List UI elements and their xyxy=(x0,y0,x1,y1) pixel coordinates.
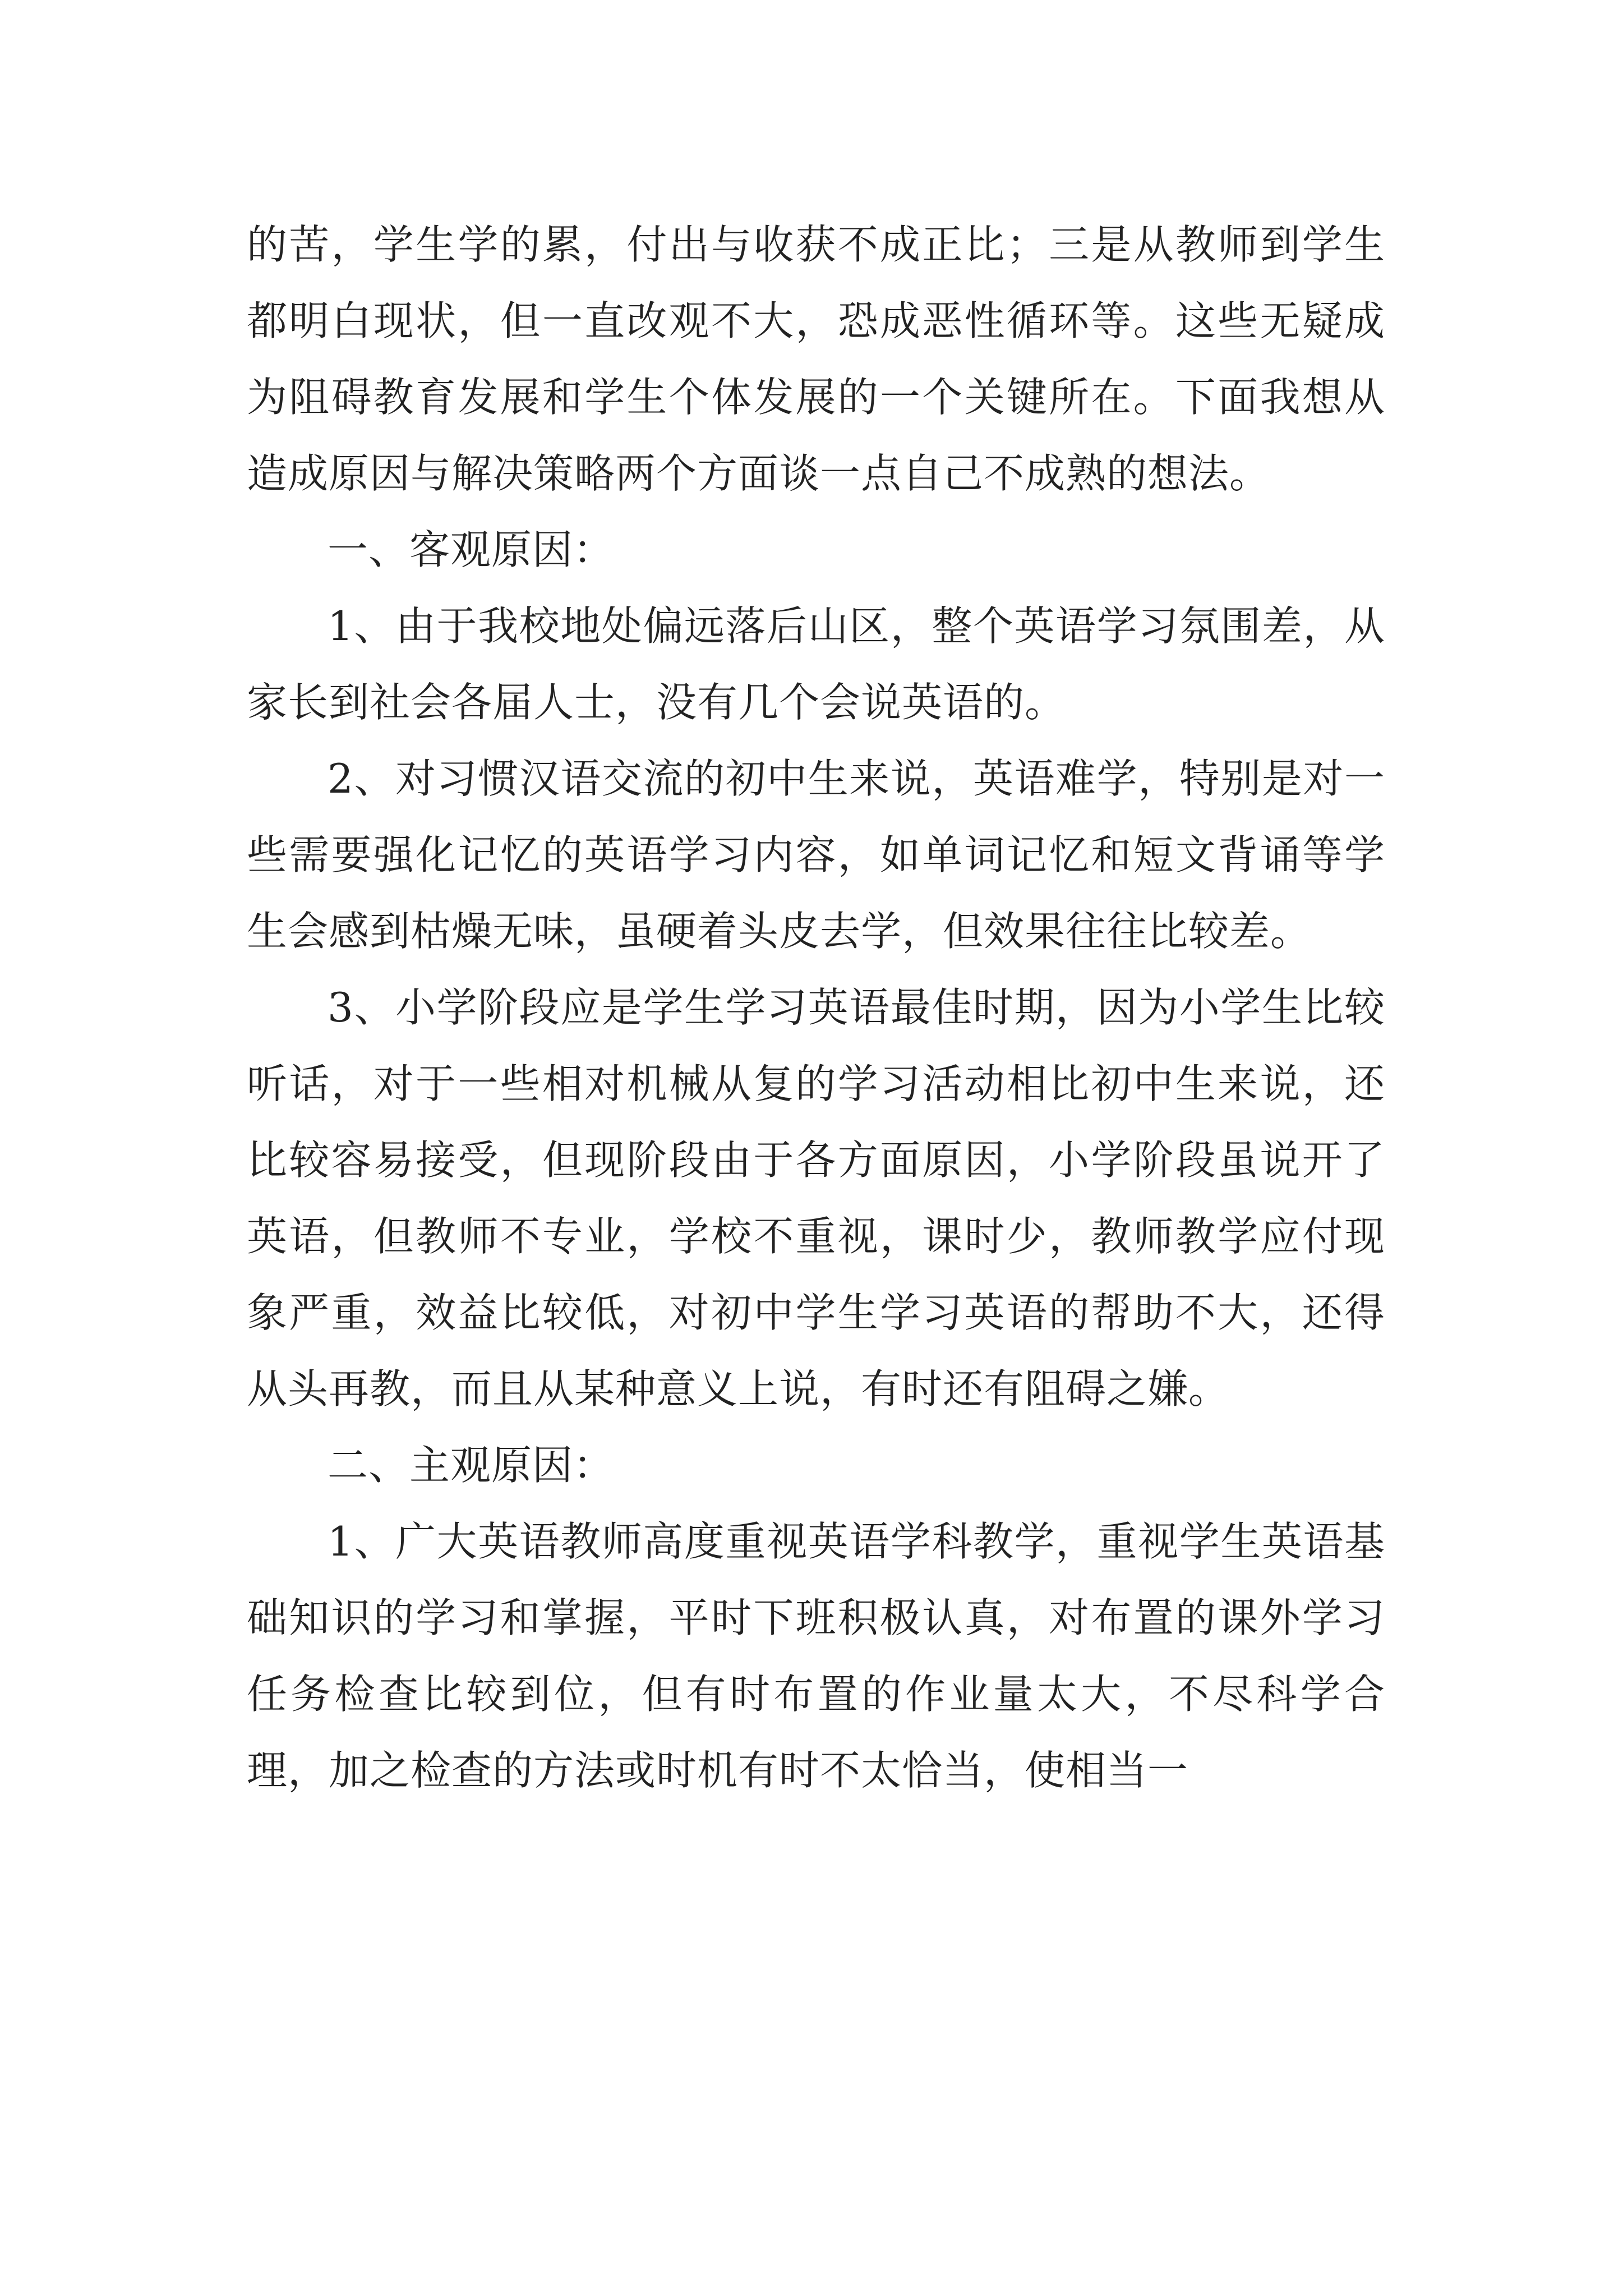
paragraph-subjective-1: 1、广大英语教师高度重视英语学科教学，重视学生英语基础知识的学习和掌握，平时下班积极认真，对布置的课外学习任务检查比较到位，但有时布置的作业量太大，不尽科学合理，加之检查的方法或时机有时不太恰当，使相当一 xyxy=(247,1518,1385,1794)
paragraph-continuation: 的苦，学生学的累，付出与收获不成正比；三是从教师到学生都明白现状，但一直改观不大，恐成恶性循环等。这些无疑成为阻碍教育发展和学生个体发展的一个关键所在。下面我想从造成原因与解决策略两个方面谈一点自己不成熟的想法。 xyxy=(247,221,1385,497)
paragraph-objective-1: 1、由于我校地处偏远落后山区，整个英语学习氛围差，从家长到社会各届人士，没有几个会说英语的。 xyxy=(247,602,1385,726)
paragraph-objective-2: 2、对习惯汉语交流的初中生来说，英语难学，特别是对一些需要强化记忆的英语学习内容，如单词记忆和短文背诵等学生会感到枯燥无味，虽硬着头皮去学，但效果往往比较差。 xyxy=(247,755,1385,955)
document-body xyxy=(247,206,1385,1809)
paragraph-objective-3: 3、小学阶段应是学生学习英语最佳时期，因为小学生比较听话，对于一些相对机械从复的学习活动相比初中生来说，还比较容易接受，但现阶段由于各方面原因，小学阶段虽说开了英语，但教师不专业，学校不重视，课时少，教师教学应付现象严重，效益比较低，对初中学生学习英语的帮助不大，还得从头再教，而且从某种意义上说，有时还有阻碍之嫌。 xyxy=(247,984,1385,1412)
section-heading-objective-causes: 一、客观原因： xyxy=(328,526,615,573)
section-heading-subjective-causes: 二、主观原因： xyxy=(328,1442,615,1489)
